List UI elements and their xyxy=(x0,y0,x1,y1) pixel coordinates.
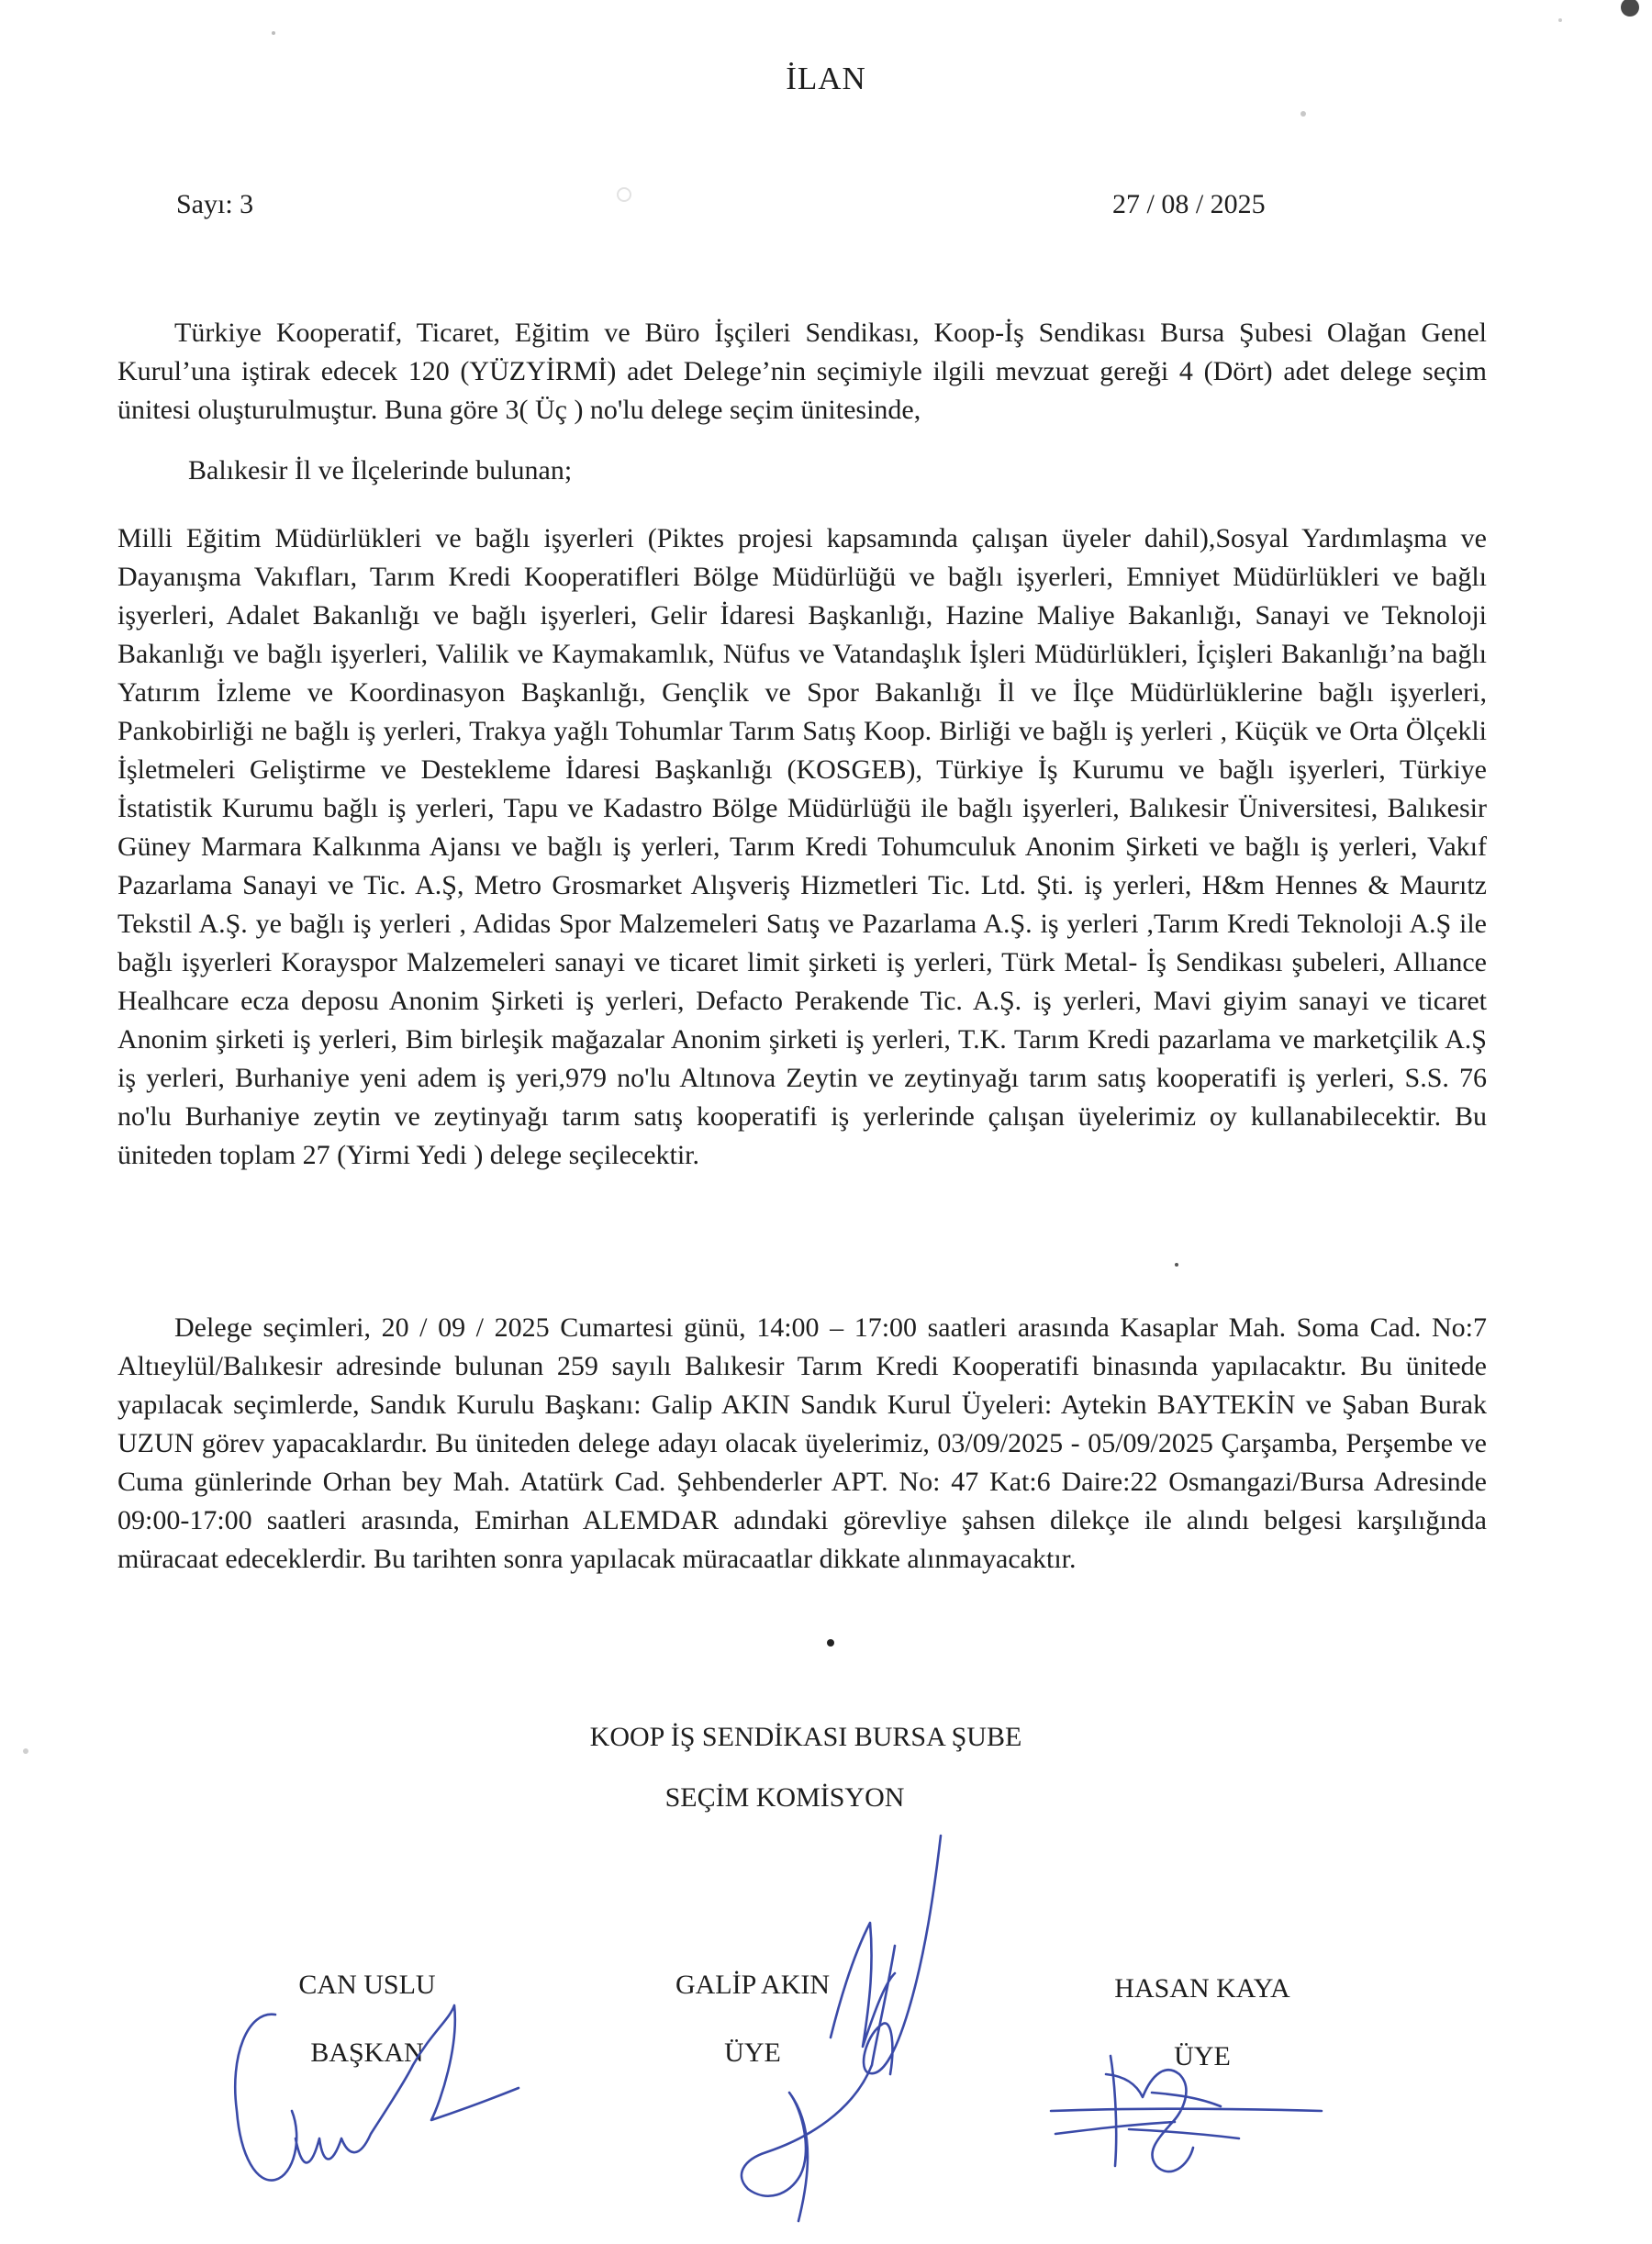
intro-paragraph: Türkiye Kooperatif, Ticaret, Eğitim ve Büro İşçileri Sendikası, Koop-İş Sendikası Bursa Şubesi Olağan Genel Kurul’una iştirak edecek 120 (YÜZYİRMİ) adet Delege’nin seçimiyle ilgili mevzuat gereği 4 (Dört) adet delege seçim ünitesi oluşturulmuştur. Buna göre 3( Üç ) no'lu delege seçim ünitesinde, xyxy=(117,318,1487,425)
election-details-paragraph: Delege seçimleri, 20 / 09 / 2025 Cumartesi günü, 14:00 – 17:00 saatleri arasında Kasaplar Mah. Soma Cad. No:7 Altıeylül/Balıkesir adresinde bulunan 259 sayılı Balıkesir Tarım Kredi Kooperatifi binasında yapılacaktır. Bu ünitede yapılacak seçimlerde, Sandık Kurulu Başkanı: Galip AKIN Sandık Kurul Üyeleri: Aytekin BAYTEKİN ve Şaban Burak UZUN görev yapacaklardır. Bu üniteden delege adayı olacak üyelerimiz, 03/09/2025 - 05/09/2025 Çarşamba, Perşembe ve Cuma günlerinde Orhan bey Mah. Atatürk Cad. Şehbenderler APT. No: 47 Kat:6 Daire:22 Osmangazi/Bursa Adresinde 09:00-17:00 saatleri arasında, Emirhan ALEMDAR adındaki görevliye şahsen dilekçe ile alındı belgesi karşılığında müracaat edeceklerdir. Bu tarihten sonra yapılacak müracaatlar dikkate alınmayacaktır. xyxy=(117,1312,1487,1574)
member-role: ÜYE xyxy=(724,2037,781,2068)
member-name: CAN USLU xyxy=(298,1970,436,2000)
workplaces-paragraph: Milli Eğitim Müdürlükleri ve bağlı işyerleri (Piktes projesi kapsamında çalışan üyeler dahil),Sosyal Yardımlaşma ve Dayanışma Vakıfları, Tarım Kredi Kooperatifleri Bölge Müdürlüğü ve bağlı işyerleri, Emniyet Müdürlükleri ve bağlı işyerleri, Adalet Bakanlığı ve bağlı işyerleri, Gelir İdaresi Başkanlığı, Hazine Maliye Bakanlığı, Sanayi ve Teknoloji Bakanlığı ve bağlı işyerleri, Valilik ve Kaymakamlık, Nüfus ve Vatandaşlık İşleri Müdürlükleri, İçişleri Bakanlığı’na bağlı Yatırım İzleme ve Koordinasyon Başkanlığı, Gençlik ve Spor Bakanlığı İl ve İlçe Müdürlüklerine bağlı işyerleri, Pankobirliği ne bağlı iş yerleri, Trakya yağlı Tohumlar Tarım Satış Koop. Birliği ve bağlı iş yerleri , Küçük ve Orta Ölçekli İşletmeleri Geliştirme ve Destekleme İdaresi Başkanlığı (KOSGEB), Türkiye İş Kurumu ve bağlı işyerleri, Türkiye İstatistik Kurumu bağlı iş yerleri, Tapu ve Kadastro Bölge Müdürlüğü ile bağlı işyerleri, Balıkesir Üniversitesi, Balıkesir Güney Marmara Kalkınma Ajansı ve bağlı iş yerleri, Tarım Kredi Tohumculuk Anonim Şirketi ve bağlı iş yerleri, Vakıf Pazarlama Sanayi ve Tic. A.Ş, Metro Grosmarket Alışveriş Hizmetleri Tic. Ltd. Şti. iş yerleri, H&m Hennes & Maurıtz Tekstil A.Ş. ye bağlı iş yerleri , Adidas Spor Malzemeleri Satış ve Pazarlama A.Ş. iş yerleri ,Tarım Kredi Teknoloji A.Ş ile bağlı işyerleri Korayspor Malzemeleri sanayi ve ticaret limit şirketi iş yerleri, Türk Metal- İş Sendikası şubeleri, Allıance Healhcare ecza deposu Anonim Şirketi iş yerleri, Defacto Perakende Tic. A.Ş. iş yerleri, Mavi giyim sanayi ve ticaret Anonim şirketi iş yerleri, Bim birleşik mağazalar Anonim şirketi iş yerleri, T.K. Tarım Kredi pazarlama ve marketçilik A.Ş iş yerleri, Burhaniye yeni adem iş yeri,979 no'lu Altınova Zeytin ve zeytinyağı tarım satış kooperatifi iş yerleri, S.S. 76 no'lu Burhaniye zeytin ve zeytinyağı tarım satış kooperatifi iş yerlerinde çalışan üyelerimiz oy kullanabilecektir. Bu üniteden toplam 27 (Yirmi Yedi ) delege seçilecektir. xyxy=(117,523,1487,1170)
reference-number: Sayı: 3 xyxy=(176,189,254,219)
member-name: HASAN KAYA xyxy=(1114,1973,1290,2004)
committee-name: SEÇİM KOMİSYON xyxy=(664,1782,905,1813)
member-hasan xyxy=(1083,1973,1322,2072)
member-role: BAŞKAN xyxy=(310,2037,424,2068)
member-chair xyxy=(248,1970,486,2069)
signature-hasan-kaya xyxy=(1051,2056,1322,2171)
member-name: GALİP AKIN xyxy=(675,1970,831,2000)
document-date: 27 / 08 / 2025 xyxy=(1112,189,1266,219)
organization-name: KOOP İŞ SENDİKASI BURSA ŞUBE xyxy=(589,1722,1022,1752)
document-title: İLAN xyxy=(786,61,866,96)
member-role: ÜYE xyxy=(1174,2041,1231,2071)
region-line: Balıkesir İl ve İlçelerinde bulunan; xyxy=(188,455,573,486)
member-galip xyxy=(633,1970,872,2069)
